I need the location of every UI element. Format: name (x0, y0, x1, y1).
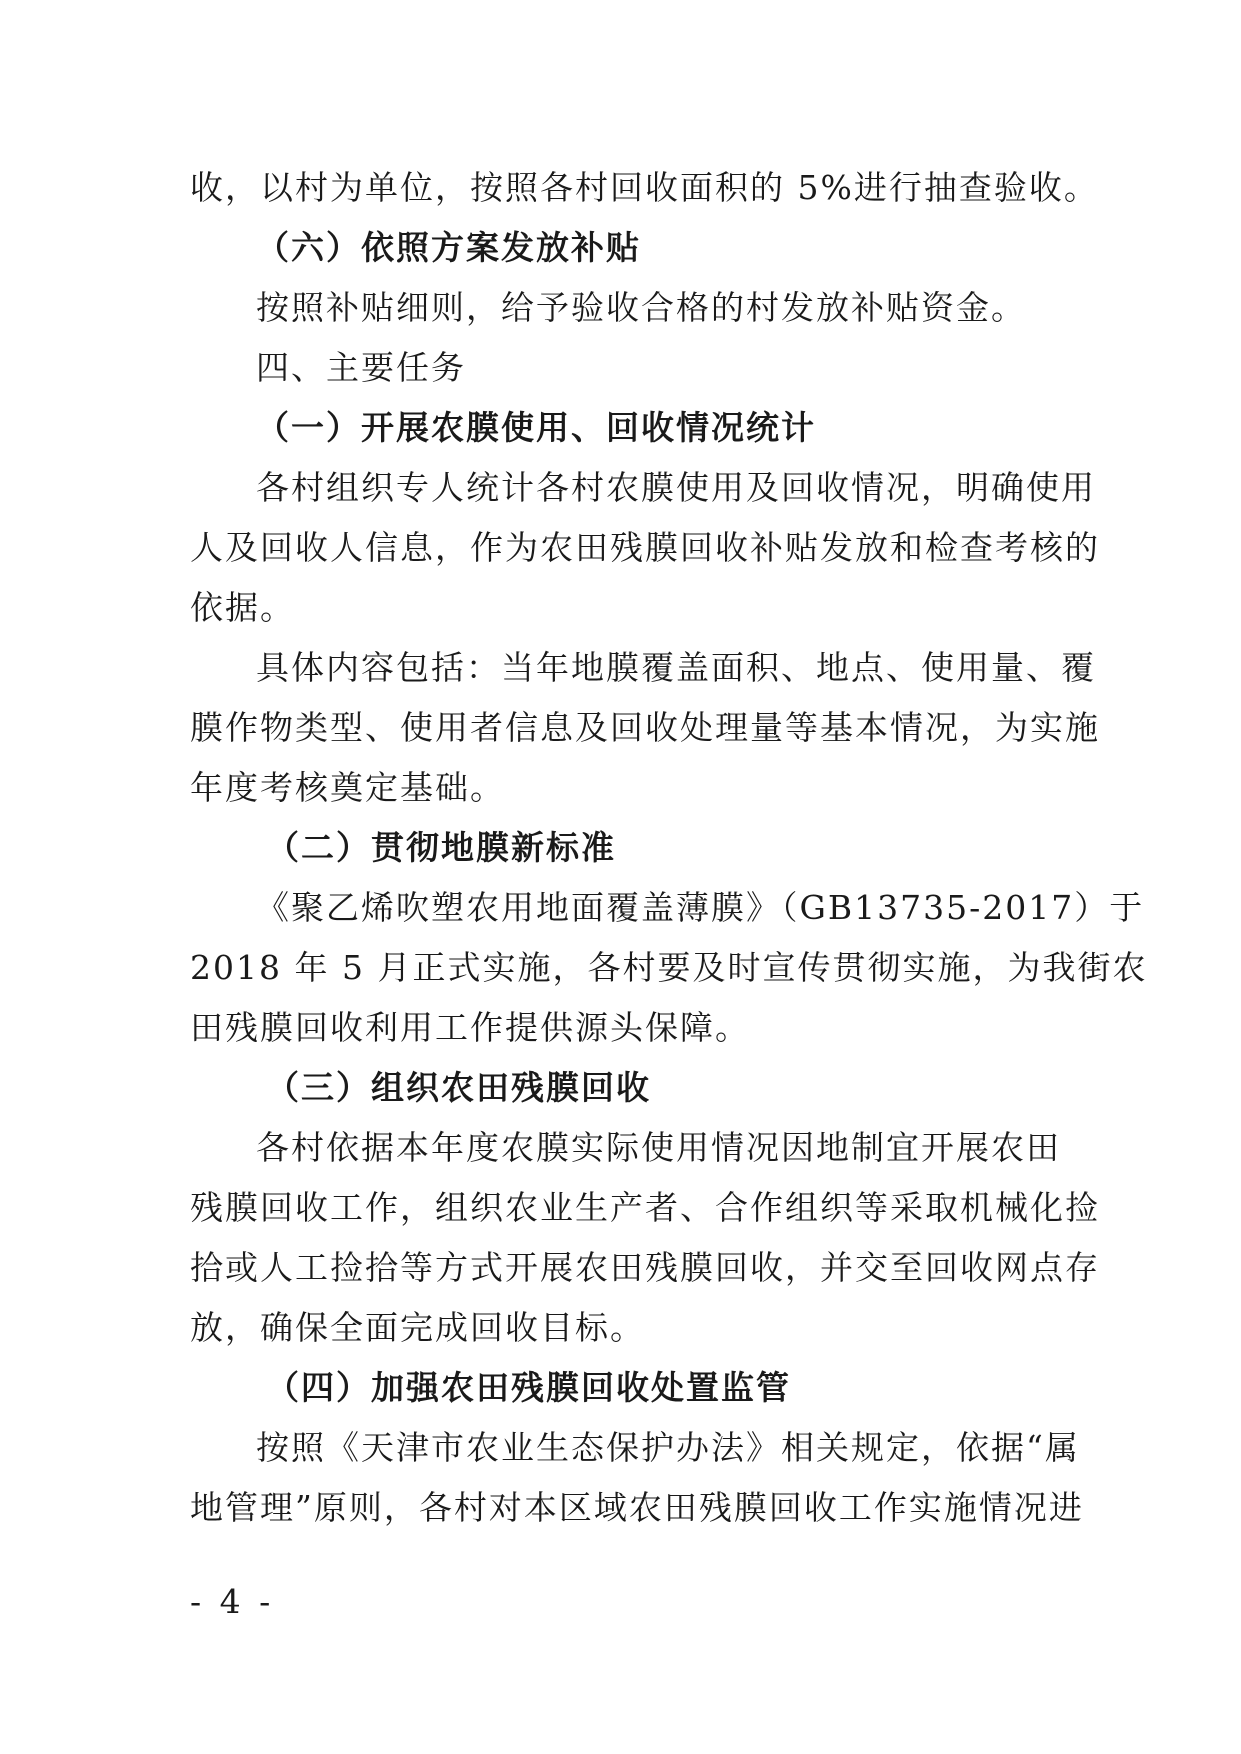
paragraph-line: 放，确保全面完成回收目标。 (190, 1308, 645, 1347)
paragraph-line: 膜作物类型、使用者信息及回收处理量等基本情况，为实施 (190, 708, 1100, 747)
paragraph-line: 《聚乙烯吹塑农用地面覆盖薄膜》（GB13735-2017）于 (256, 888, 1145, 927)
page-number: - 4 - (190, 1582, 275, 1621)
paragraph-line: 年度考核奠定基础。 (190, 768, 505, 807)
paragraph-line: 人及回收人信息，作为农田残膜回收补贴发放和检查考核的 (190, 528, 1100, 567)
subsection-heading: （二）贯彻地膜新标准 (266, 828, 616, 867)
paragraph-line: 残膜回收工作，组织农业生产者、合作组织等采取机械化捡 (190, 1188, 1100, 1227)
paragraph-line: 具体内容包括：当年地膜覆盖面积、地点、使用量、覆 (256, 648, 1096, 687)
subsection-heading: （一）开展农膜使用、回收情况统计 (256, 408, 816, 447)
subsection-heading: （三）组织农田残膜回收 (266, 1068, 651, 1107)
document-body (190, 158, 1148, 1538)
paragraph-line: 拾或人工捡拾等方式开展农田残膜回收，并交至回收网点存 (190, 1248, 1100, 1287)
paragraph-line: 依据。 (190, 588, 295, 627)
paragraph-line: 田残膜回收利用工作提供源头保障。 (190, 1008, 750, 1047)
subsection-heading: （四）加强农田残膜回收处置监管 (266, 1368, 791, 1407)
paragraph-line: 各村组织专人统计各村农膜使用及回收情况，明确使用 (256, 468, 1096, 507)
paragraph-line: 按照补贴细则，给予验收合格的村发放补贴资金。 (256, 288, 1026, 327)
subsection-heading: （六）依照方案发放补贴 (256, 228, 641, 267)
paragraph-line: 2018 年 5 月正式实施，各村要及时宣传贯彻实施，为我街农 (190, 948, 1148, 987)
paragraph-line: 地管理”原则，各村对本区域农田残膜回收工作实施情况进 (190, 1488, 1084, 1527)
body-line: 收，以村为单位，按照各村回收面积的 5%进行抽查验收。 (190, 168, 1099, 207)
section-heading: 四、主要任务 (256, 348, 466, 387)
paragraph-line: 按照《天津市农业生态保护办法》相关规定，依据“属 (256, 1428, 1080, 1467)
paragraph-line: 各村依据本年度农膜实际使用情况因地制宜开展农田 (256, 1128, 1061, 1167)
